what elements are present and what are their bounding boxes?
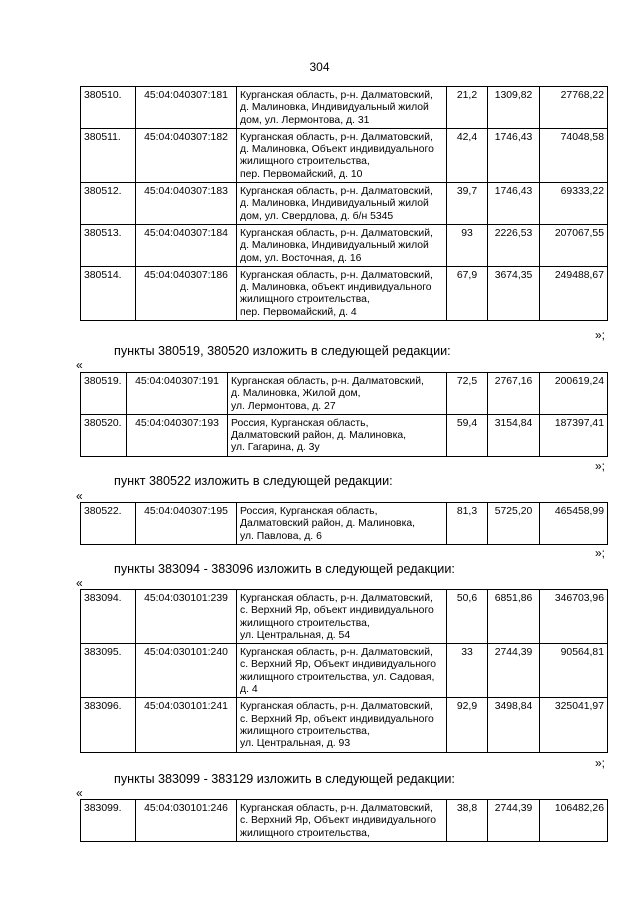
cadastral-value-cell: 69333,22 [540,183,608,225]
cadastral-number-cell: 45:04:040307:182 [136,128,237,182]
cadastral-value-cell: 200619,24 [540,373,608,415]
address-cell [237,644,447,698]
item-number-cell: 383095. [81,644,136,698]
cadastral-number-cell: 45:04:040307:184 [136,224,237,266]
item-number-cell: 380511. [81,128,136,182]
address-line: д. Малиновка, Жилой дом, [231,388,361,400]
opening-quote: « [76,489,83,503]
address-line: Курганская область, р-н. Далматовский, [240,701,433,713]
cadastral-number-cell: 45:04:030101:246 [136,800,237,842]
area-cell: 72,5 [447,373,488,415]
cadastral-value-cell: 187397,41 [540,414,608,456]
address-line: Курганская область, р-н. Далматовский, [240,593,433,604]
cadastral-number-cell: 45:04:030101:239 [136,590,237,644]
address-line: дом, ул. Лермонтова, д. 31 [240,114,370,126]
cadastral-value-cell: 90564,81 [540,644,608,698]
item-number-cell: 383096. [81,698,136,752]
table-row [81,644,608,698]
address-line: Курганская область, р-н. Далматовский, [240,227,433,239]
item-number-cell: 383099. [81,800,136,842]
table-row [81,87,608,129]
area-cell: 42,4 [447,128,488,182]
address-cell [237,800,447,842]
address-cell [237,266,447,320]
area-cell: 38,8 [447,800,488,842]
address-line: д. Малиновка, Объект индивидуального [240,144,434,156]
address-line: Курганская область, р-н. Далматовский, [240,131,433,143]
cadastral-number-cell: 45:04:030101:240 [136,644,237,698]
item-number-cell: 380522. [81,503,136,545]
opening-quote: « [76,786,83,800]
address-cell [237,590,447,644]
address-line: с. Верхний Яр, объект индивидуального [240,713,434,725]
amendment-instruction: пункт 380522 изложить в следующей редакции: [114,474,393,488]
address-line: жилищного строительства, [240,156,370,168]
address-line: жилищного строительства, [240,827,370,839]
rate-cell: 3498,84 [488,698,540,752]
address-line: жилищного строительства, [240,294,370,306]
cadastral-value-cell: 27768,22 [540,87,608,129]
address-line: Курганская область, р-н. Далматовский, [240,803,433,814]
closing-quote: »; [595,459,606,473]
address-line: жилищного строительства, [240,725,370,737]
area-cell: 67,9 [447,266,488,320]
area-cell: 59,4 [447,414,488,456]
address-line: пер. Первомайский, д. 10 [240,168,363,180]
closing-quote: »; [595,546,606,560]
address-line: д. Малиновка, Индивидуальный жилой [240,102,429,114]
address-line: с. Верхний Яр, объект индивидуального [240,605,434,617]
opening-quote: « [76,576,83,590]
table-row [81,224,608,266]
address-line: с. Верхний Яр, Объект индивидуального [240,815,437,827]
registry-table-5 [80,799,608,842]
table-row [81,183,608,225]
cadastral-number-cell: 45:04:040307:193 [127,414,228,456]
address-cell [237,224,447,266]
address-cell [237,87,447,129]
cadastral-number-cell: 45:04:040307:191 [127,373,228,415]
cadastral-value-cell: 106482,26 [540,800,608,842]
address-line: ул. Центральная, д. 93 [240,738,351,750]
address-line: Россия, Курганская область, [231,417,369,429]
rate-cell: 2226,53 [488,224,540,266]
rate-cell: 5725,20 [488,503,540,545]
amendment-instruction: пункты 380519, 380520 изложить в следующей редакции: [114,344,451,358]
rate-cell: 2767,16 [488,373,540,415]
opening-quote: « [76,358,83,372]
address-line: с. Верхний Яр, Объект индивидуального [240,659,437,671]
address-line: ул. Центральная, д. 54 [240,629,351,641]
page-number: 304 [309,60,330,74]
address-line: ул. Павлова, д. 6 [240,530,322,542]
area-cell: 50,6 [447,590,488,644]
address-line: пер. Первомайский, д. 4 [240,306,357,318]
cadastral-value-cell: 346703,96 [540,590,608,644]
rate-cell: 6851,86 [488,590,540,644]
address-line: д. Малиновка, объект индивидуального [240,282,432,294]
amendment-instruction: пункты 383099 - 383129 изложить в следующей редакции: [114,772,455,786]
rate-cell: 1309,82 [488,87,540,129]
address-cell [237,128,447,182]
address-line: дом, ул. Свердлова, д. б/н 5345 [240,210,394,222]
table-row [81,590,608,644]
table-row [81,698,608,752]
address-line: д. 4 [240,684,258,696]
area-cell: 21,2 [447,87,488,129]
address-line: Курганская область, р-н. Далматовский, [240,647,433,659]
registry-table-1 [80,86,608,321]
amendment-instruction: пункты 383094 - 383096 изложить в следующей редакции: [114,562,455,576]
cadastral-value-cell: 74048,58 [540,128,608,182]
rate-cell: 2744,39 [488,800,540,842]
cadastral-number-cell: 45:04:040307:195 [136,503,237,545]
address-line: Россия, Курганская область, [240,506,378,517]
rate-cell: 1746,43 [488,128,540,182]
cadastral-value-cell: 465458,99 [540,503,608,545]
table-row [81,414,608,456]
cadastral-value-cell: 249488,67 [540,266,608,320]
area-cell: 39,7 [447,183,488,225]
rate-cell: 2744,39 [488,644,540,698]
table-row [81,800,608,842]
area-cell: 33 [447,644,488,698]
item-number-cell: 380520. [81,414,127,456]
table-row [81,266,608,320]
item-number-cell: 380513. [81,224,136,266]
table-row [81,503,608,545]
closing-quote: »; [595,756,606,770]
address-line: Далматовский район, д. Малиновка, [231,430,407,442]
address-line: Курганская область, р-н. Далматовский, [240,269,433,281]
registry-table-3 [80,502,608,545]
cadastral-number-cell: 45:04:040307:183 [136,183,237,225]
address-line: Далматовский район, д. Малиновка, [240,518,416,530]
address-line: жилищного строительства, ул. Садовая, [240,671,435,683]
closing-quote: »; [595,328,606,342]
item-number-cell: 380514. [81,266,136,320]
address-line: дом, ул. Восточная, д. 16 [240,252,362,264]
cadastral-number-cell: 45:04:030101:241 [136,698,237,752]
address-cell [237,503,447,545]
registry-table-2 [80,372,608,457]
address-line: ул. Гагарина, д. 3у [231,442,320,454]
address-line: жилищного строительства, [240,617,370,629]
rate-cell: 1746,43 [488,183,540,225]
cadastral-value-cell: 325041,97 [540,698,608,752]
rate-cell: 3674,35 [488,266,540,320]
address-cell [228,414,447,456]
cadastral-number-cell: 45:04:040307:186 [136,266,237,320]
address-line: Курганская область, р-н. Далматовский, [231,376,424,387]
item-number-cell: 383094. [81,590,136,644]
address-line: Курганская область, р-н. Далматовский, [240,186,433,198]
rate-cell: 3154,84 [488,414,540,456]
address-line: ул. Лермонтова, д. 27 [231,400,336,412]
cadastral-value-cell: 207067,55 [540,224,608,266]
address-line: д. Малиновка, Индивидуальный жилой [240,240,429,252]
registry-table-4 [80,589,608,753]
item-number-cell: 380519. [81,373,127,415]
item-number-cell: 380512. [81,183,136,225]
cadastral-number-cell: 45:04:040307:181 [136,87,237,129]
address-cell [237,698,447,752]
item-number-cell: 380510. [81,87,136,129]
address-cell [237,183,447,225]
table-row [81,128,608,182]
address-line: д. Малиновка, Индивидуальный жилой [240,198,429,210]
area-cell: 92,9 [447,698,488,752]
table-row [81,373,608,415]
address-cell [228,373,447,415]
area-cell: 93 [447,224,488,266]
area-cell: 81,3 [447,503,488,545]
address-line: Курганская область, р-н. Далматовский, [240,90,433,101]
